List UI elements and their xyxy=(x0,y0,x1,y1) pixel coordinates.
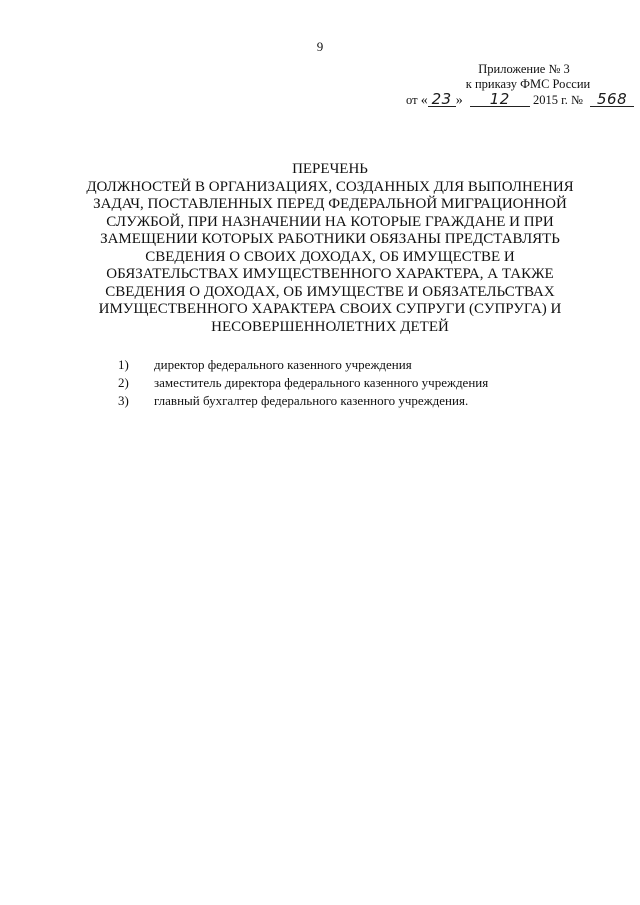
heading-line: НЕСОВЕРШЕННОЛЕТНИХ ДЕТЕЙ xyxy=(211,318,449,335)
year-and-number-label: 2015 г. № xyxy=(532,93,583,107)
list-item-text: заместитель директора федерального казенного учреждения xyxy=(154,375,489,390)
positions-list xyxy=(118,356,488,410)
handwritten-order-number: 568 xyxy=(590,93,634,107)
heading-line: ИМУЩЕСТВЕННОГО ХАРАКТЕРА СВОИХ СУПРУГИ (СУПРУГА) И xyxy=(98,301,562,317)
heading-line: ЗАМЕЩЕНИИ КОТОРЫХ РАБОТНИКИ ОБЯЗАНЫ ПРЕДСТАВЛЯТЬ xyxy=(100,231,560,247)
list-item xyxy=(118,392,488,410)
page-number: 9 xyxy=(316,39,324,54)
list-item-text: директор федерального казенного учреждения xyxy=(154,357,412,372)
heading-line: ЗАДАЧ, ПОСТАВЛЕННЫХ ПЕРЕД ФЕДЕРАЛЬНОЙ МИГРАЦИОННОЙ xyxy=(93,196,567,212)
list-item xyxy=(118,356,488,374)
heading-line: ДОЛЖНОСТЕЙ В ОРГАНИЗАЦИЯХ, СОЗДАННЫХ ДЛЯ ВЫПОЛНЕНИЯ xyxy=(86,178,574,195)
appendix-block xyxy=(414,62,624,92)
heading-line: ПЕРЕЧЕНЬ xyxy=(292,161,368,177)
list-item xyxy=(118,374,488,392)
heading-line: СВЕДЕНИЯ О ДОХОДАХ, ОБ ИМУЩЕСТВЕ И ОБЯЗАТЕЛЬСТВАХ xyxy=(105,283,555,300)
handwritten-day: 23 xyxy=(428,93,456,107)
handwritten-month: 12 xyxy=(470,93,530,107)
list-item-number: 1) xyxy=(118,357,129,372)
appendix-title: Приложение № 3 xyxy=(478,62,570,76)
day-open-quote: « xyxy=(420,93,428,108)
list-item-number: 2) xyxy=(118,375,129,390)
list-item-text: главный бухгалтер федерального казенного учреждения. xyxy=(154,393,469,408)
document-heading xyxy=(70,161,590,336)
order-date-line xyxy=(406,92,634,109)
list-item-number: 3) xyxy=(118,393,129,408)
heading-line: СЛУЖБОЙ, ПРИ НАЗНАЧЕНИИ НА КОТОРЫЕ ГРАЖДАНЕ И ПРИ xyxy=(106,213,554,230)
heading-line: ОБЯЗАТЕЛЬСТВАХ ИМУЩЕСТВЕННОГО ХАРАКТЕРА, А ТАКЖЕ xyxy=(106,266,554,282)
date-prefix: от xyxy=(406,93,418,107)
appendix-order-reference: к приказу ФМС России xyxy=(465,77,591,91)
heading-line: СВЕДЕНИЯ О СВОИХ ДОХОДАХ, ОБ ИМУЩЕСТВЕ И xyxy=(145,248,515,265)
day-close-quote: » xyxy=(455,93,463,108)
